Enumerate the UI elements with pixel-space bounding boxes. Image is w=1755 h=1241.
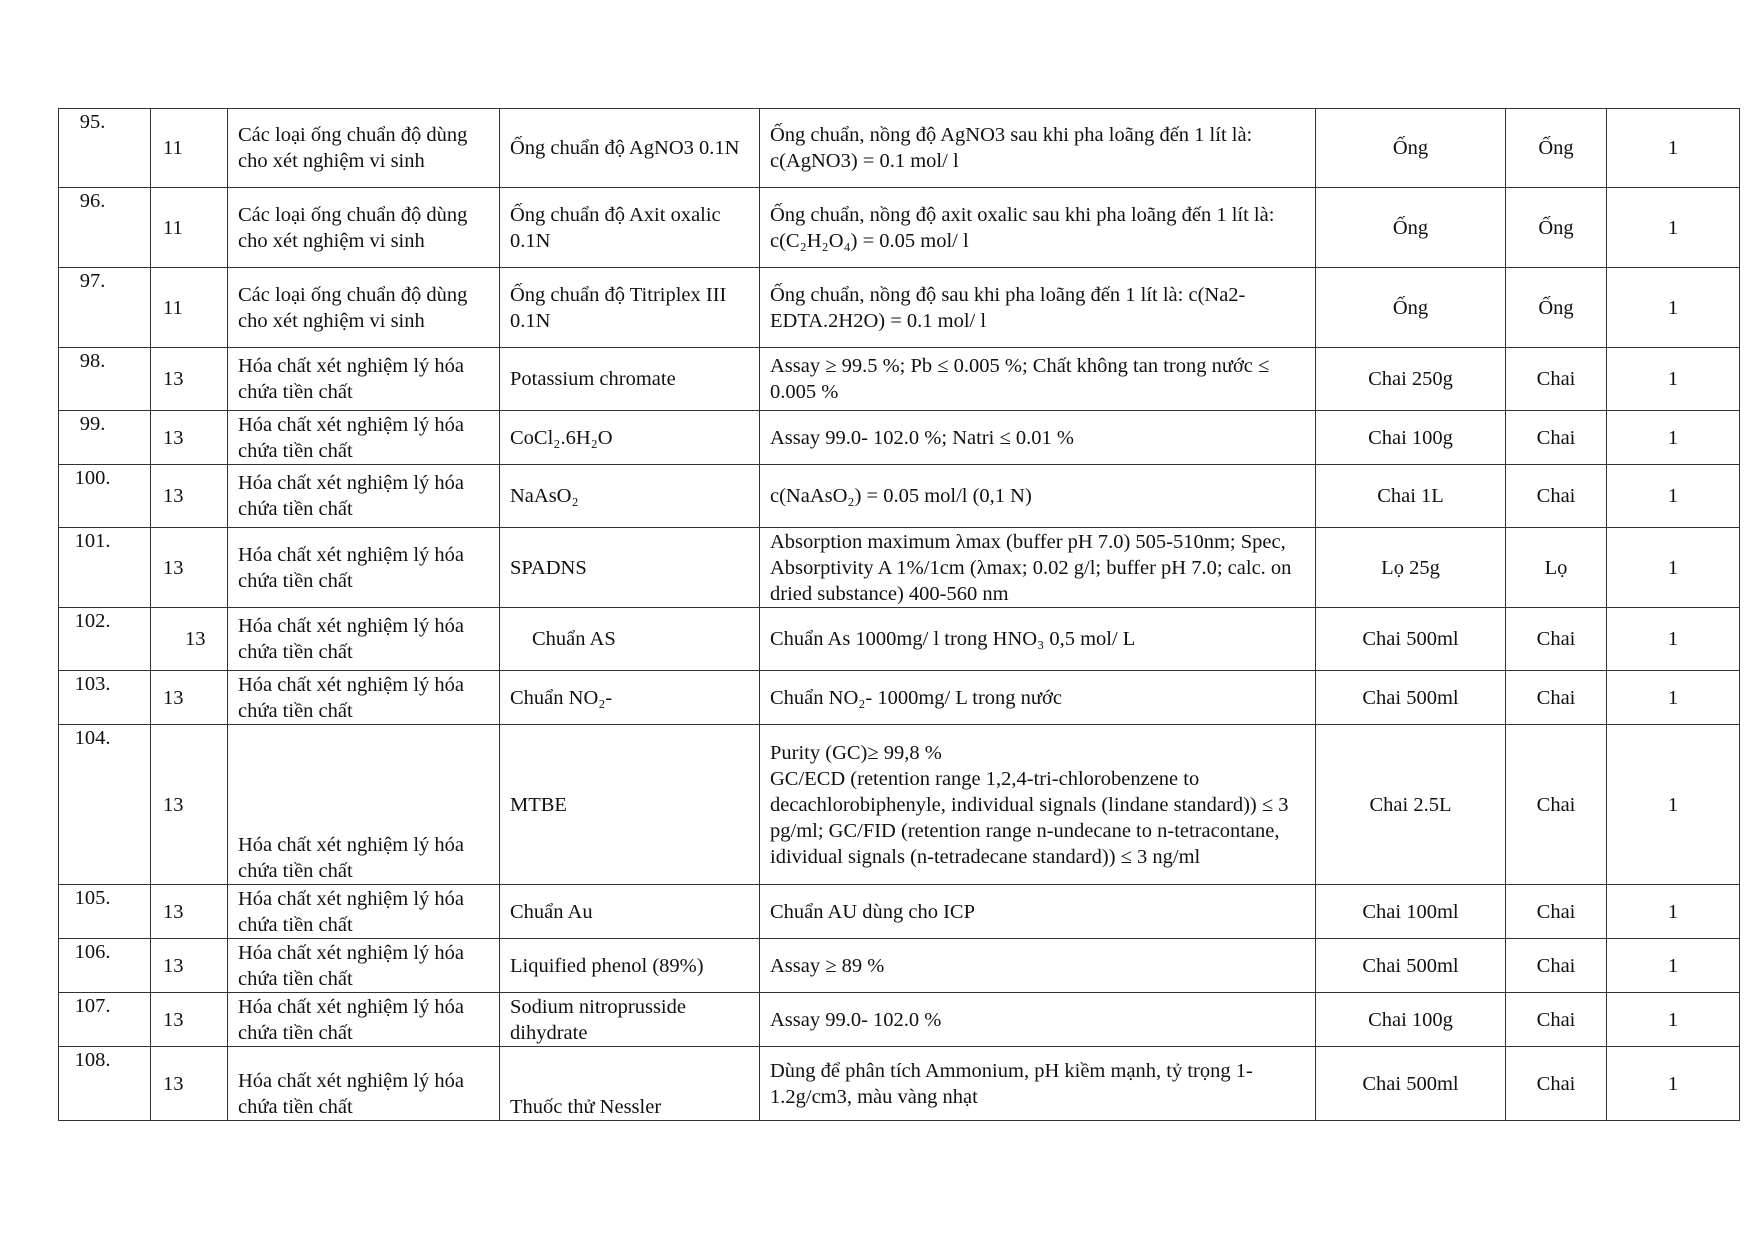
item-name: Liquified phenol (89%) [500,939,760,993]
packaging: Chai 100g [1316,993,1506,1047]
quantity: 1 [1607,993,1740,1047]
item-name: Thuốc thử Nessler [500,1047,760,1121]
item-name: CoCl₂.6H₂O [500,411,760,465]
table-row [59,465,1740,528]
item-name: Chuẩn Au [500,885,760,939]
specification-line: c(NaAsO₂) = 0.05 mol/l (0,1 N) [770,485,1032,507]
unit: Chai [1506,1047,1607,1121]
packaging: Chai 250g [1316,348,1506,411]
table-row [59,608,1740,671]
chemical-list-table [58,108,1740,1121]
table-row [59,939,1740,993]
packaging: Ống [1316,188,1506,268]
group-code: 13 [151,348,228,411]
row-number: 100. [59,465,151,528]
table-row [59,1047,1740,1121]
quantity: 1 [1607,725,1740,885]
row-number: 95. [59,109,151,188]
packaging: Chai 1L [1316,465,1506,528]
quantity: 1 [1607,528,1740,608]
specification [760,528,1316,608]
packaging: Chai 500ml [1316,1047,1506,1121]
quantity: 1 [1607,109,1740,188]
packaging: Chai 500ml [1316,939,1506,993]
specification-line: Chuẩn As 1000mg/ l trong HNO₃ 0,5 mol/ L [770,628,1136,650]
row-number: 106. [59,939,151,993]
unit: Chai [1506,348,1607,411]
group-code: 13 [151,1047,228,1121]
unit: Lọ [1506,528,1607,608]
row-number: 101. [59,528,151,608]
unit: Ống [1506,268,1607,348]
specification [760,268,1316,348]
quantity: 1 [1607,465,1740,528]
row-number: 96. [59,188,151,268]
specification [760,939,1316,993]
table-row [59,268,1740,348]
category-name: Hóa chất xét nghiệm lý hóa chứa tiền chất [228,939,500,993]
group-code: 13 [151,528,228,608]
quantity: 1 [1607,188,1740,268]
specification [760,465,1316,528]
packaging: Ống [1316,268,1506,348]
category-name: Hóa chất xét nghiệm lý hóa chứa tiền chất [228,993,500,1047]
category-name: Hóa chất xét nghiệm lý hóa chứa tiền chất [228,725,500,885]
category-name: Hóa chất xét nghiệm lý hóa chứa tiền chất [228,411,500,465]
unit: Ống [1506,109,1607,188]
specification-line: Assay 99.0- 102.0 % [770,1008,942,1031]
specification-line: Purity (GC)≥ 99,8 % [770,741,942,764]
specification [760,1047,1316,1121]
specification-line: Absorption maximum λmax (buffer pH 7.0) 505-510nm; Spec, Absorptivity A 1%/1cm (λmax; 0.02 g/l; buffer pH 7.0; calc. on dried substance) 400-560 nm [770,530,1292,605]
specification [760,109,1316,188]
quantity: 1 [1607,411,1740,465]
quantity: 1 [1607,885,1740,939]
specification-line: Assay ≥ 89 % [770,954,885,977]
row-number: 104. [59,725,151,885]
group-code: 13 [151,939,228,993]
item-name: Ống chuẩn độ Axit oxalic 0.1N [500,188,760,268]
category-name: Hóa chất xét nghiệm lý hóa chứa tiền chất [228,1047,500,1121]
group-code: 13 [151,993,228,1047]
unit: Ống [1506,188,1607,268]
row-number: 105. [59,885,151,939]
quantity: 1 [1607,268,1740,348]
quantity: 1 [1607,1047,1740,1121]
table-row [59,671,1740,725]
unit: Chai [1506,411,1607,465]
unit: Chai [1506,465,1607,528]
row-number: 103. [59,671,151,725]
item-name: Ống chuẩn độ Titriplex III 0.1N [500,268,760,348]
row-number: 99. [59,411,151,465]
unit: Chai [1506,725,1607,885]
packaging: Chai 500ml [1316,608,1506,671]
packaging: Chai 500ml [1316,671,1506,725]
packaging: Chai 100ml [1316,885,1506,939]
category-name: Hóa chất xét nghiệm lý hóa chứa tiền chất [228,608,500,671]
group-code: 11 [151,268,228,348]
unit: Chai [1506,939,1607,993]
row-number: 97. [59,268,151,348]
row-number: 108. [59,1047,151,1121]
row-number: 107. [59,993,151,1047]
group-code: 13 [151,885,228,939]
quantity: 1 [1607,348,1740,411]
packaging: Chai 100g [1316,411,1506,465]
category-name: Các loại ống chuẩn độ dùng cho xét nghiệm vi sinh [228,268,500,348]
category-name: Hóa chất xét nghiệm lý hóa chứa tiền chất [228,528,500,608]
unit: Chai [1506,608,1607,671]
specification [760,348,1316,411]
category-name: Hóa chất xét nghiệm lý hóa chứa tiền chất [228,348,500,411]
specification-line: Ống chuẩn, nồng độ axit oxalic sau khi pha loãng đến 1 lít là: c(C₂H₂O₄) = 0.05 mol/ l [770,203,1275,252]
quantity: 1 [1607,671,1740,725]
specification-line: Assay 99.0- 102.0 %; Natri ≤ 0.01 % [770,426,1074,449]
item-name: Ống chuẩn độ AgNO3 0.1N [500,109,760,188]
category-name: Hóa chất xét nghiệm lý hóa chứa tiền chất [228,465,500,528]
specification [760,885,1316,939]
group-code: 13 [151,411,228,465]
table-row [59,993,1740,1047]
table-row [59,109,1740,188]
packaging: Ống [1316,109,1506,188]
group-code: 13 [151,671,228,725]
specification [760,671,1316,725]
specification [760,725,1316,885]
item-name: MTBE [500,725,760,885]
specification-line: Dùng để phân tích Ammonium, pH kiềm mạnh, tỷ trọng 1-1.2g/cm3, màu vàng nhạt [770,1059,1253,1108]
group-code: 13 [151,608,228,671]
item-name: Sodium nitroprusside dihydrate [500,993,760,1047]
specification [760,188,1316,268]
specification [760,993,1316,1047]
specification-line: Chuẩn NO₂- 1000mg/ L trong nước [770,686,1062,709]
specification-line: Assay ≥ 99.5 %; Pb ≤ 0.005 %; Chất không tan trong nước ≤ 0.005 % [770,355,1270,403]
category-name: Các loại ống chuẩn độ dùng cho xét nghiệm vi sinh [228,109,500,188]
item-name: Potassium chromate [500,348,760,411]
specification [760,411,1316,465]
quantity: 1 [1607,939,1740,993]
item-name: SPADNS [500,528,760,608]
specification-line: Chuẩn AU dùng cho ICP [770,900,975,923]
category-name: Hóa chất xét nghiệm lý hóa chứa tiền chất [228,885,500,939]
quantity: 1 [1607,608,1740,671]
specification [760,608,1316,671]
category-name: Hóa chất xét nghiệm lý hóa chứa tiền chất [228,671,500,725]
item-name: Chuẩn NO₂- [500,671,760,725]
unit: Chai [1506,671,1607,725]
item-name: NaAsO₂ [500,465,760,528]
table-row [59,725,1740,885]
group-code: 13 [151,725,228,885]
packaging: Chai 2.5L [1316,725,1506,885]
unit: Chai [1506,993,1607,1047]
group-code: 11 [151,188,228,268]
packaging: Lọ 25g [1316,528,1506,608]
specification-line: Ống chuẩn, nồng độ AgNO3 sau khi pha loãng đến 1 lít là: c(AgNO3) = 0.1 mol/ l [770,124,1253,172]
row-number: 98. [59,348,151,411]
table-row [59,528,1740,608]
table-row [59,885,1740,939]
table-row [59,188,1740,268]
category-name: Các loại ống chuẩn độ dùng cho xét nghiệm vi sinh [228,188,500,268]
table-body [59,109,1740,1121]
group-code: 13 [151,465,228,528]
table-row [59,411,1740,465]
unit: Chai [1506,885,1607,939]
specification-line: Ống chuẩn, nồng độ sau khi pha loãng đến 1 lít là: c(Na2-EDTA.2H2O) = 0.1 mol/ l [770,283,1246,332]
group-code: 11 [151,109,228,188]
item-name: Chuẩn AS [500,608,760,671]
specification-line: GC/ECD (retention range 1,2,4-tri-chlorobenzene to decachlorobiphenyle, individual signals (lindane standard)) ≤ 3 pg/ml; GC/FID (retention range n-undecane to n-tetracontane, idividual signals (n-tetradecane standard)) ≤ 3 ng/ml [770,767,1289,868]
table-row [59,348,1740,411]
row-number: 102. [59,608,151,671]
